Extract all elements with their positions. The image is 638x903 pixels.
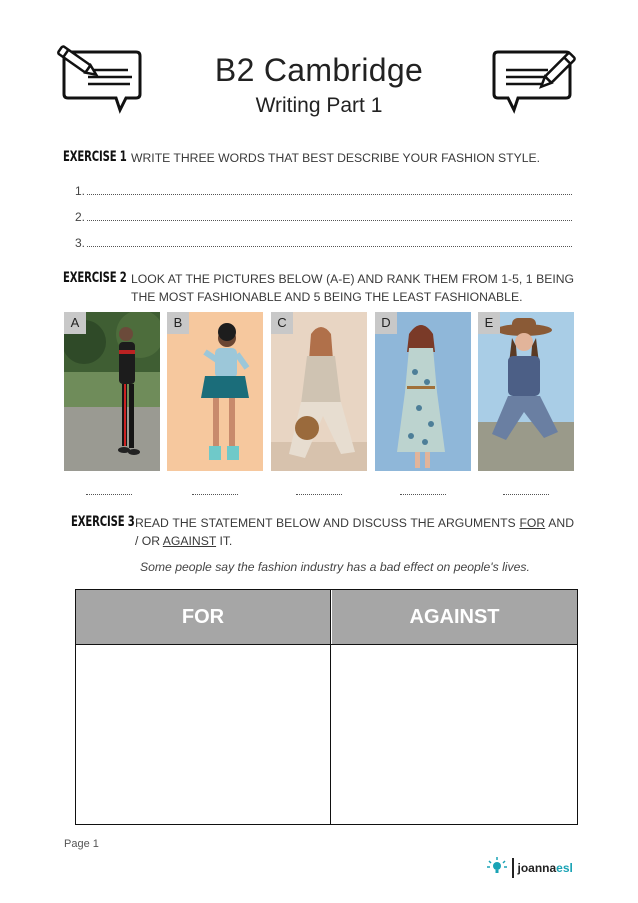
picture-letter: C xyxy=(271,312,293,334)
against-cell[interactable] xyxy=(332,646,577,824)
exercise-1-label: EXERCISE 1 xyxy=(63,149,127,165)
picture-e xyxy=(478,312,574,471)
for-header: FOR xyxy=(76,590,330,644)
page-subtitle: Writing Part 1 xyxy=(255,94,383,117)
instruction-text: AND / OR xyxy=(135,516,575,548)
picture-letter: D xyxy=(375,312,397,334)
logo xyxy=(486,856,573,880)
statement: Some people say the fashion industry has a bad effect on people's lives. xyxy=(140,560,530,574)
picture-d xyxy=(375,312,471,471)
against-word: AGAINST xyxy=(162,534,217,548)
for-cell[interactable] xyxy=(76,646,330,824)
rank-blank-d[interactable] xyxy=(400,494,446,495)
rank-blank-e[interactable] xyxy=(503,494,549,495)
picture-letter: E xyxy=(478,312,500,334)
lightbulb-icon xyxy=(486,856,508,880)
picture-a xyxy=(64,312,160,471)
exercise-3-instruction xyxy=(135,514,574,550)
rank-blank-c[interactable] xyxy=(296,494,342,495)
page-title: B2 Cambridge xyxy=(214,52,424,88)
instruction-text: READ THE STATEMENT BELOW AND DISCUSS THE ARGUMENTS xyxy=(135,516,520,530)
answer-number: 1. xyxy=(75,184,86,198)
logo-text-accent: esl xyxy=(556,861,573,875)
for-word: FOR xyxy=(519,516,546,530)
picture-c xyxy=(271,312,367,471)
rank-blank-b[interactable] xyxy=(192,494,238,495)
exercise-2-label: EXERCISE 2 xyxy=(63,270,127,286)
answer-line-1[interactable] xyxy=(75,184,572,198)
picture-b xyxy=(167,312,263,471)
exercise-1-instruction: WRITE THREE WORDS THAT BEST DESCRIBE YOUR FASHION STYLE. xyxy=(131,151,541,165)
against-header: AGAINST xyxy=(332,590,577,644)
exercise-2-instruction: LOOK AT THE PICTURES BELOW (A-E) AND RANK THEM FROM 1-5, 1 BEING THE MOST FASHIONABLE AND 5 BEING THE LEAST FASHIONABLE. xyxy=(131,272,574,304)
answer-number: 3. xyxy=(75,236,86,250)
picture-letter: B xyxy=(167,312,189,334)
answer-number: 2. xyxy=(75,210,86,224)
rank-blank-a[interactable] xyxy=(86,494,132,495)
answer-line-2[interactable] xyxy=(75,210,572,224)
exercise-3-label: EXERCISE 3 xyxy=(71,514,135,530)
logo-text-bold: joanna xyxy=(517,861,557,875)
picture-letter: A xyxy=(64,312,86,334)
instruction-text: IT. xyxy=(216,534,233,548)
logo-text xyxy=(518,861,573,875)
page-number: Page 1 xyxy=(64,838,99,850)
answer-line-3[interactable] xyxy=(75,236,572,250)
for-against-table xyxy=(75,589,578,825)
